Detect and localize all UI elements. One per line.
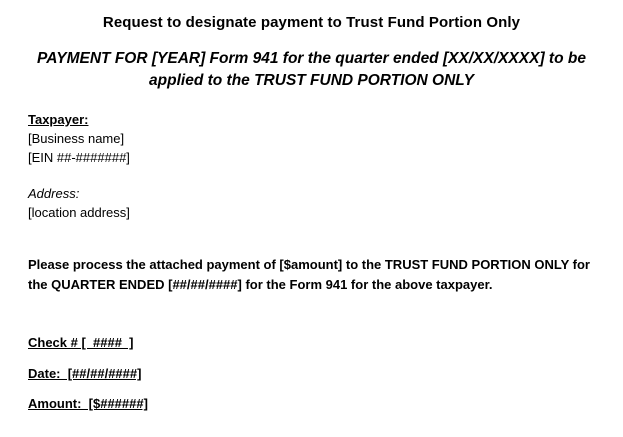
document-title: Request to designate payment to Trust Fund Portion Only — [102, 14, 521, 31]
location-address: [location address] — [28, 205, 130, 220]
request-paragraph — [28, 255, 613, 295]
request-paragraph-line-1: Please process the attached payment of [$amount] to the TRUST FUND PORTION ONLY for — [28, 257, 590, 272]
ein-number: [EIN ##-#######] — [28, 150, 130, 165]
subtitle-line-2: applied to the TRUST FUND PORTION ONLY — [149, 72, 474, 89]
document-subtitle — [20, 48, 603, 92]
address-heading: Address: — [28, 186, 80, 201]
request-paragraph-line-2: the QUARTER ENDED [##/##/####] for the Form 941 for the above taxpayer. — [28, 277, 493, 292]
address-section — [28, 184, 130, 222]
taxpayer-section — [28, 110, 130, 167]
business-name: [Business name] — [28, 131, 125, 146]
check-number-field: Check # [ #### ] — [28, 335, 134, 350]
amount-field: Amount: [$######] — [28, 396, 148, 411]
taxpayer-heading: Taxpayer: — [28, 112, 89, 127]
subtitle-line-1: PAYMENT FOR [YEAR] Form 941 for the quarter ended [XX/XX/XXXX] to be — [37, 50, 586, 67]
date-field: Date: [##/##/####] — [28, 366, 142, 381]
